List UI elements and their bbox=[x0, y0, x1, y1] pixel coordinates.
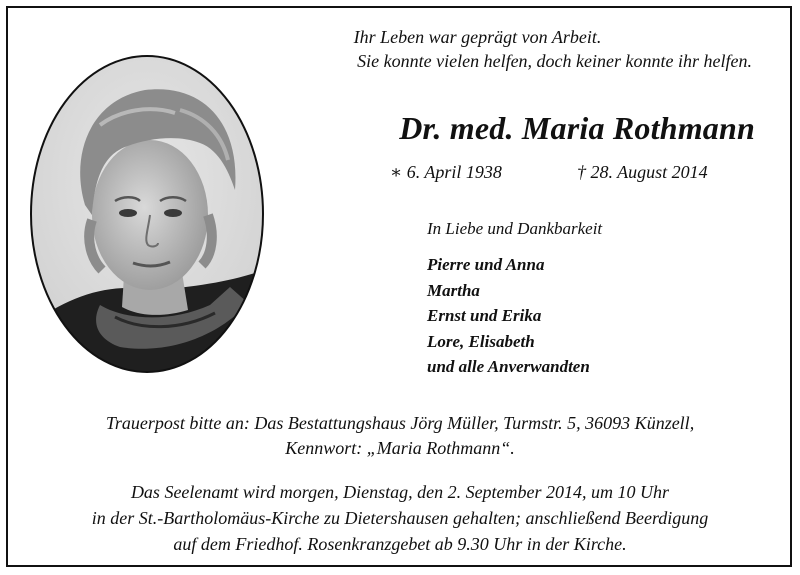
mourner-name: Pierre und Anna bbox=[427, 255, 545, 274]
condolence-keyword: Kennwort: „Maria Rothmann“. bbox=[285, 438, 515, 458]
birth-date: ∗ 6. April 1938 bbox=[390, 162, 502, 182]
service-line-1: Das Seelenamt wird morgen, Dienstag, den 2. September 2014, um 10 Uhr bbox=[130, 482, 670, 502]
service-line-2: in der St.-Bartholomäus-Kirche zu Dietershausen gehalten; anschließend Beerdigung bbox=[91, 508, 709, 528]
mourner-name: und alle Anverwandten bbox=[427, 357, 590, 376]
mourner-name: Martha bbox=[427, 280, 480, 300]
mourner-name: Ernst und Erika bbox=[427, 306, 542, 325]
gratitude-line: In Liebe und Dankbarkeit bbox=[427, 219, 603, 238]
portrait-photo bbox=[30, 55, 264, 373]
motto-line-1: Ihr Leben war geprägt von Arbeit. bbox=[353, 27, 602, 47]
service-line-3: auf dem Friedhof. Rosenkranzgebet ab 9.30 Uhr in der Kirche. bbox=[173, 534, 627, 554]
deceased-name: Dr. med. Maria Rothmann bbox=[399, 110, 755, 146]
mourner-name: Lore, Elisabeth bbox=[427, 331, 535, 351]
death-date: † 28. August 2014 bbox=[577, 162, 708, 182]
mourners-list bbox=[427, 252, 590, 380]
motto-line-2: Sie konnte vielen helfen, doch keiner konnte ihr helfen. bbox=[357, 51, 752, 71]
condolence-address: Trauerpost bitte an: Das Bestattungshaus Jörg Müller, Turmstr. 5, 36093 Künzell, bbox=[105, 413, 695, 433]
